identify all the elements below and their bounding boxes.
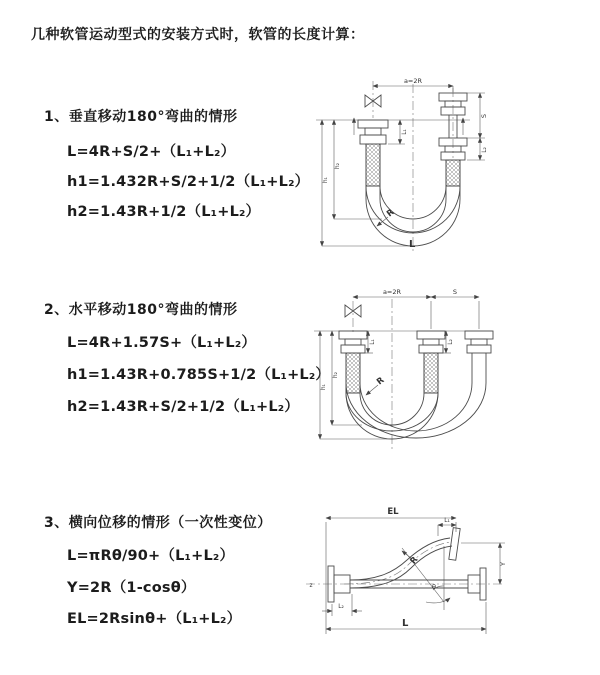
centerlines [306, 542, 505, 584]
angle-label: θ [432, 583, 436, 591]
radius-label: R [408, 554, 421, 567]
dim-label-y: Y [499, 562, 507, 566]
dimension-lines [322, 518, 505, 634]
diagram-labels [323, 77, 488, 250]
hose-assembly [328, 528, 486, 602]
formula-h2: h2=1.43R+1/2（L₁+L₂） [67, 204, 261, 220]
dim-label-l1: L₁ [444, 518, 450, 524]
section-3-heading: 3、横向位移的情形（一次性变位） [44, 515, 272, 531]
hose-assembly [358, 93, 467, 246]
dim-label-a2r: a=2R [403, 77, 423, 85]
dim-label-l1: L₁ [370, 339, 376, 345]
length-label: L [409, 239, 416, 250]
dim-label-s: S [480, 113, 488, 119]
diagram-lateral-displacement [298, 498, 598, 648]
dim-label-h1: h₁ [323, 177, 329, 183]
dim-label-h2: h₂ [335, 163, 341, 169]
diagram-vertical-180-bend [308, 68, 598, 263]
hose-assembly [339, 331, 493, 439]
dim-label-a2r: a=2R [382, 288, 402, 296]
formula-h1: h1=1.432R+S/2+1/2（L₁+L₂） [67, 174, 310, 190]
formula-h1: h1=1.43R+0.785S+1/2（L₁+L₂） [67, 367, 331, 383]
formula-length: L=πRθ/90+（L₁+L₂） [67, 548, 235, 564]
formula-length: L=4R+1.57S+（L₁+L₂） [67, 335, 257, 351]
length-label: L [402, 618, 409, 629]
formula-y: Y=2R（1-cosθ） [67, 580, 196, 596]
dim-label-h2: h₂ [333, 372, 339, 378]
radius-label: R [385, 207, 397, 220]
section-1-heading: 1、垂直移动180°弯曲的情形 [44, 109, 238, 125]
formula-length: L=4R+S/2+（L₁+L₂） [67, 144, 236, 160]
centerline-mark: z [309, 583, 313, 589]
formula-el: EL=2Rsinθ+（L₁+L₂） [67, 611, 242, 627]
dim-label-s: S [452, 288, 458, 296]
diagram-horizontal-180-bend [308, 283, 598, 468]
dim-label-h1: h₁ [321, 384, 327, 390]
dim-label-l2: L₂ [448, 339, 454, 345]
radius-label: R [375, 375, 387, 388]
dim-label-l2: L₂ [338, 604, 344, 610]
moved-flange [449, 528, 460, 561]
section-2-heading: 2、水平移动180°弯曲的情形 [44, 302, 238, 318]
dim-label-l2: L₂ [482, 147, 488, 153]
dim-label-el: EL [387, 507, 399, 517]
diagram-labels [309, 507, 507, 629]
dimension-lines [314, 297, 492, 439]
formula-h2: h2=1.43R+S/2+1/2（L₁+L₂） [67, 399, 300, 415]
dim-label-l1: L₁ [402, 129, 408, 135]
page-title: 几种软管运动型式的安装方式时，软管的长度计算： [31, 27, 365, 43]
